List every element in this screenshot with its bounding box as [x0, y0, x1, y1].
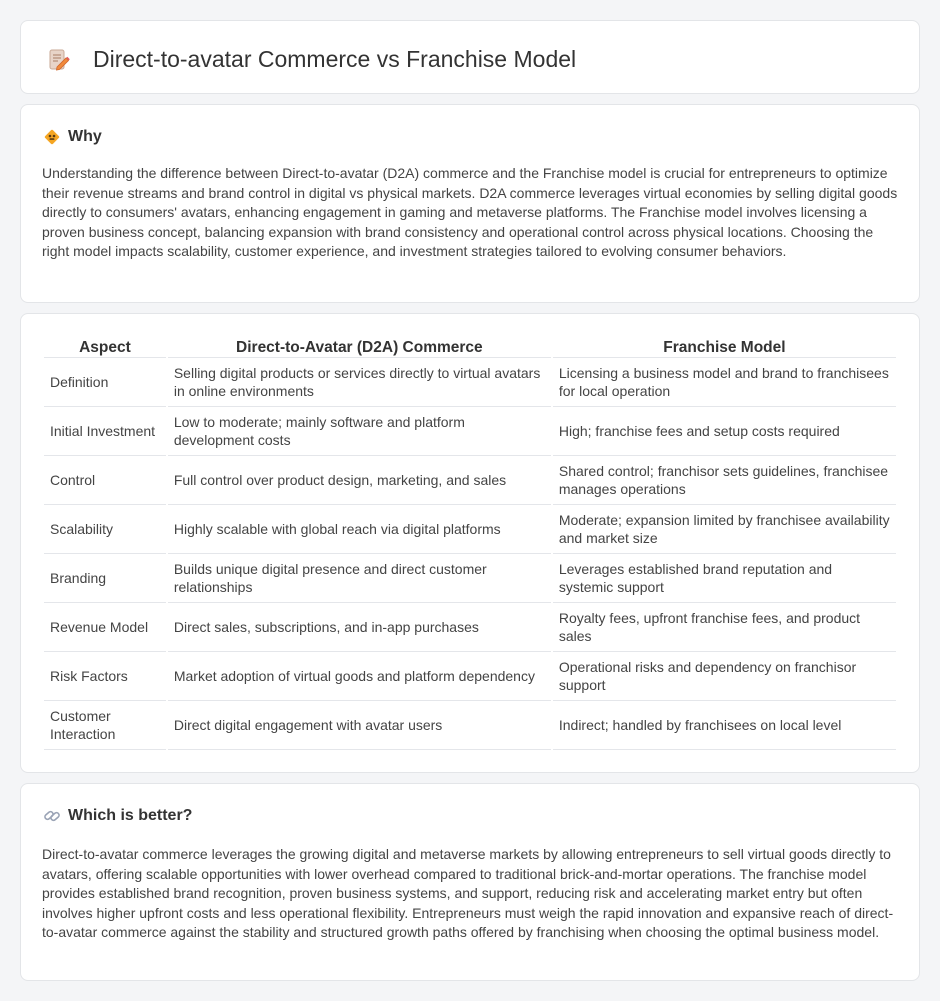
aspect-cell: Scalability — [44, 505, 166, 554]
table-row — [44, 652, 896, 701]
header-franchise: Franchise Model — [553, 334, 896, 358]
aspect-cell: Definition — [44, 358, 166, 407]
why-title: Why — [68, 128, 102, 145]
why-heading — [43, 128, 102, 146]
aspect-cell: Control — [44, 456, 166, 505]
franchise-cell: Indirect; handled by franchisees on local level — [553, 701, 896, 750]
franchise-cell: Leverages established brand reputation and systemic support — [553, 554, 896, 603]
table-row — [44, 407, 896, 456]
header-d2a: Direct-to-Avatar (D2A) Commerce — [168, 334, 551, 358]
better-paragraph: Direct-to-avatar commerce leverages the growing digital and metaverse markets by allowing entrepreneurs to sell virtual goods directly to avatars, offering scalable opportunities with lower overhead compared to traditional brick-and-mortar operations. The franchise model provides established brand recognition, proven business systems, and support, reducing risk and accelerating market entry but often involves higher upfront costs and less operational flexibility. Entrepreneurs must weigh the rapid innovation and expansive reach of direct-to-avatar commerce against the stability and structured growth paths offered by franchising when choosing the optimal business model. — [42, 846, 894, 940]
table-row — [44, 505, 896, 554]
d2a-cell: Builds unique digital presence and direct customer relationships — [168, 554, 551, 603]
franchise-cell: Operational risks and dependency on franchisor support — [553, 652, 896, 701]
link-icon — [43, 807, 61, 825]
aspect-cell: Risk Factors — [44, 652, 166, 701]
d2a-cell: Market adoption of virtual goods and platform dependency — [168, 652, 551, 701]
franchise-cell: High; franchise fees and setup costs required — [553, 407, 896, 456]
better-title: Which is better? — [68, 807, 193, 824]
d2a-cell: Low to moderate; mainly software and platform development costs — [168, 407, 551, 456]
d2a-cell: Direct sales, subscriptions, and in-app purchases — [168, 603, 551, 652]
franchise-cell: Royalty fees, upfront franchise fees, and product sales — [553, 603, 896, 652]
aspect-cell: Branding — [44, 554, 166, 603]
diamond-sign-icon — [43, 128, 61, 146]
better-card — [20, 783, 920, 981]
table-header-row — [44, 334, 896, 358]
header-aspect: Aspect — [44, 334, 166, 358]
comparison-table — [42, 334, 898, 750]
d2a-cell: Selling digital products or services directly to virtual avatars in online environments — [168, 358, 551, 407]
table-row — [44, 456, 896, 505]
why-card — [20, 104, 920, 303]
table-row — [44, 701, 896, 750]
table-row — [44, 358, 896, 407]
aspect-cell: Revenue Model — [44, 603, 166, 652]
franchise-cell: Moderate; expansion limited by franchisee availability and market size — [553, 505, 896, 554]
aspect-cell: Customer Interaction — [44, 701, 166, 750]
franchise-cell: Licensing a business model and brand to franchisees for local operation — [553, 358, 896, 407]
aspect-cell: Initial Investment — [44, 407, 166, 456]
comparison-card — [20, 313, 920, 773]
d2a-cell: Highly scalable with global reach via digital platforms — [168, 505, 551, 554]
d2a-cell: Direct digital engagement with avatar users — [168, 701, 551, 750]
better-heading — [43, 807, 192, 825]
table-row — [44, 554, 896, 603]
franchise-cell: Shared control; franchisor sets guidelines, franchisee manages operations — [553, 456, 896, 505]
why-paragraph: Understanding the difference between Direct-to-avatar (D2A) commerce and the Franchise model is crucial for entrepreneurs to optimize their revenue streams and brand control in digital vs physical markets. D2A commerce leverages virtual economies by selling digital goods directly to consumers' avatars, enhancing engagement in gaming and metaverse platforms. The Franchise model involves licensing a proven business concept, balancing expansion with brand consistency and operational control across physical locations. Choosing the right model impacts scalability, customer experience, and investment strategies tailored to evolving consumer behaviors. — [42, 165, 898, 259]
d2a-cell: Full control over product design, marketing, and sales — [168, 456, 551, 505]
header-card — [20, 20, 920, 94]
title-row — [47, 46, 576, 73]
table-row — [44, 603, 896, 652]
document-pencil-icon — [47, 48, 71, 72]
page-title: Direct-to-avatar Commerce vs Franchise Model — [93, 46, 577, 72]
